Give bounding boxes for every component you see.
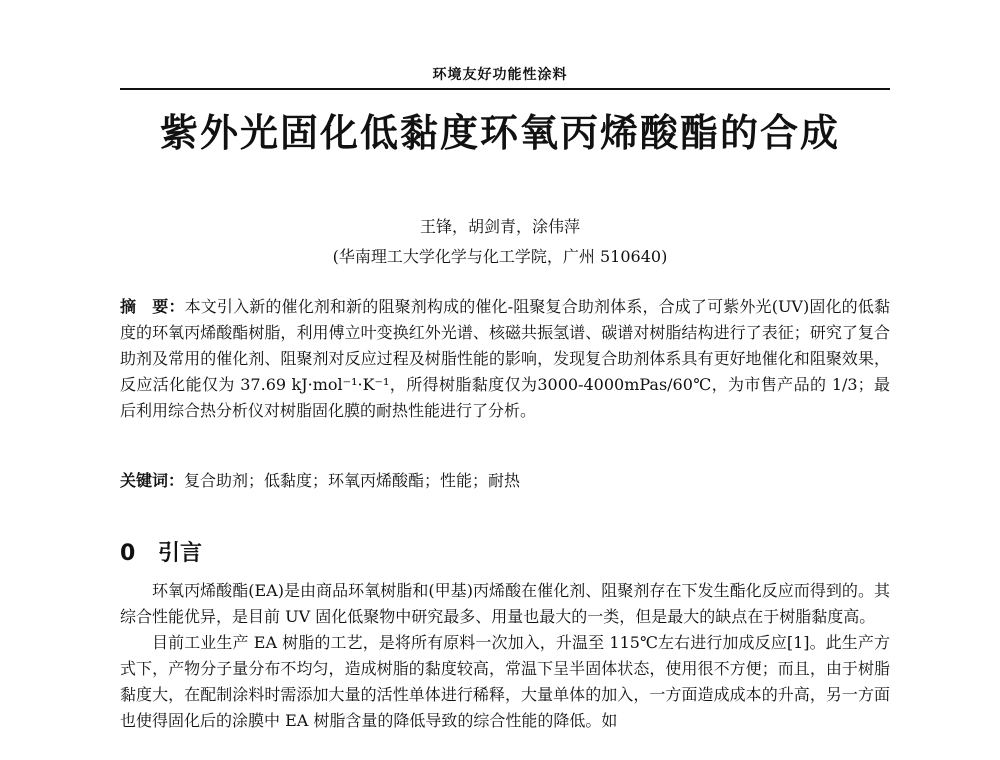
paragraph: 环氧丙烯酸酯(EA)是由商品环氧树脂和(甲基)丙烯酸在催化剂、阻聚剂存在下发生酯化反应而得到的。其综合性能优异，是目前 UV 固化低聚物中研究最多、用量也最大的一类，但是最大的缺点在于树脂黏度高。 — [120, 581, 890, 626]
paper-title: 紫外光固化低黏度环氧丙烯酸酯的合成 — [159, 111, 840, 155]
body-text — [120, 578, 890, 734]
keywords-label: 关键词： — [120, 471, 185, 490]
running-header: 环境友好功能性涂料 — [432, 67, 568, 83]
header-rule — [120, 88, 890, 90]
authors: 王锋，胡剑青，涂伟萍 — [419, 217, 580, 236]
abstract-label: 摘 要： — [120, 297, 185, 316]
affiliation: (华南理工大学化学与化工学院，广州 510640) — [332, 247, 668, 266]
section-number: 0 — [120, 541, 136, 566]
abstract — [120, 294, 890, 424]
keywords-text: 复合助剂；低黏度；环氧丙烯酸酯；性能；耐热 — [184, 471, 521, 490]
paragraph: 目前工业生产 EA 树脂的工艺，是将所有原料一次加入，升温至 115℃左右进行加成反应[1]。此生产方式下，产物分子量分布不均匀，造成树脂的黏度较高，常温下呈半固体状态，使用很不方便；而且，由于树脂黏度大，在配制涂料时需添加大量的活性单体进行稀释，大量单体的加入，一方面造成成本的升高，另一方面也使得固化后的涂膜中 EA 树脂含量的降低导致的综合性能的降低。如 — [120, 633, 890, 730]
section-heading — [120, 536, 202, 567]
section-title: 引言 — [158, 541, 203, 566]
abstract-text: 本文引入新的催化剂和新的阻聚剂构成的催化-阻聚复合助剂体系，合成了可紫外光(UV)固化的低黏度的环氧丙烯酸酯树脂，利用傅立叶变换红外光谱、核磁共振氢谱、碳谱对树脂结构进行了表征；研究了复合助剂及常用的催化剂、阻聚剂对反应过程及树脂性能的影响，发现复合助剂体系具有更好地催化和阻聚效果，反应活化能仅为 37.69 kJ·mol⁻¹·K⁻¹，所得树脂黏度仅为3000-4000mPas/60℃，为市售产品的 1/3；最后利用综合热分析仪对树脂固化膜的耐热性能进行了分析。 — [120, 297, 890, 420]
keywords — [120, 468, 890, 494]
